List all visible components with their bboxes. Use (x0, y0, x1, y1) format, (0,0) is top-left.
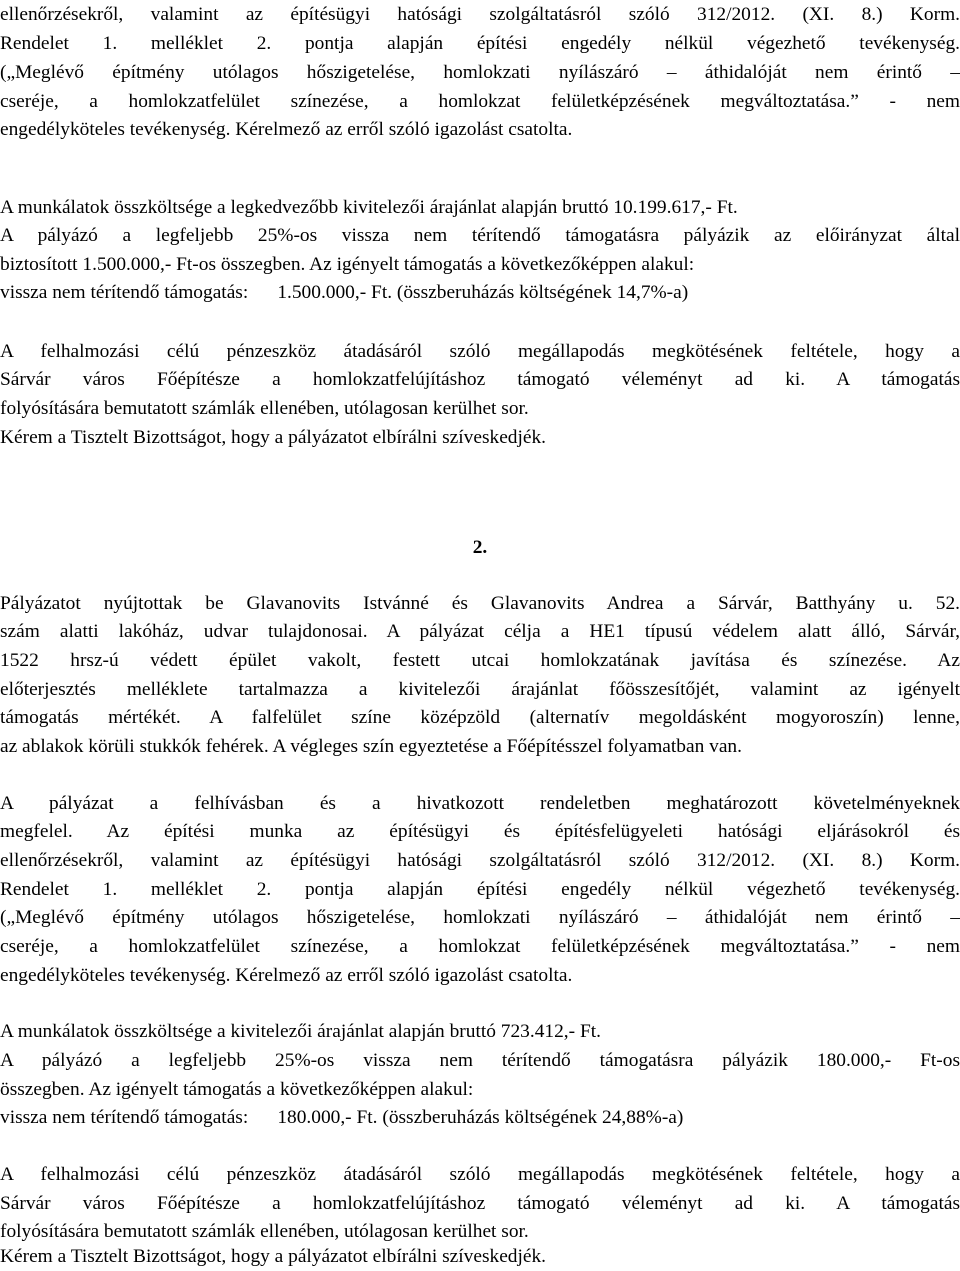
body-text-line: összegben. Az igényelt támogatás a következőképpen alakul: (0, 1079, 474, 1100)
body-text-line: A felhalmozási célú pénzeszköz átadásáról szóló megállapodás megkötésének feltétele, hogy a (0, 1164, 960, 1185)
body-text-line: Pályázatot nyújtottak be Glavanovits Istvánné és Glavanovits Andrea a Sárvár, Batthyány u. 52. (0, 593, 960, 614)
body-text-line: vissza nem térítendő támogatás: 1.500.000,- Ft. (összberuházás költségének 14,7%-a) (0, 282, 689, 303)
body-text-line: cseréje, a homlokzatfelület színezése, a homlokzat felületképzésének megváltoztatása.” - nem (0, 936, 960, 957)
body-text-line: támogatás mértékét. A falfelület színe középzöld (alternatív megoldásként mogyoroszín) lenne, (0, 707, 960, 728)
section-number: 2. (472, 537, 488, 558)
body-text-line: A pályázó a legfeljebb 25%-os vissza nem térítendő támogatásra pályázik 180.000,- Ft-os (0, 1050, 960, 1071)
body-text-line: cseréje, a homlokzatfelület színezése, a homlokzat felületképzésének megváltoztatása.” - nem (0, 91, 960, 112)
body-text-line: vissza nem térítendő támogatás: 180.000,- Ft. (összberuházás költségének 24,88%-a) (0, 1107, 684, 1128)
body-text-line: folyósítására bemutatott számlák ellenében, utólagosan kerülhet sor. (0, 398, 529, 419)
body-text-line: A pályázat a felhívásban és a hivatkozott rendeletben meghatározott követelményeknek (0, 793, 960, 814)
body-text-line: Rendelet 1. melléklet 2. pontja alapján építési engedély nélkül végezhető tevékenység. (0, 33, 960, 54)
body-text-line: Sárvár város Főépítésze a homlokzatfelújításhoz támogató véleményt ad ki. A támogatás (0, 369, 960, 390)
body-text-line: A pályázó a legfeljebb 25%-os vissza nem térítendő támogatásra pályázik az előirányzat által (0, 225, 960, 246)
body-text-line: ellenőrzésekről, valamint az építésügyi hatósági szolgáltatásról szóló 312/2012. (XI. 8.) Korm. (0, 850, 960, 871)
body-text-line: ellenőrzésekről, valamint az építésügyi hatósági szolgáltatásról szóló 312/2012. (XI. 8.) Korm. (0, 4, 960, 25)
body-text-line: Kérem a Tisztelt Bizottságot, hogy a pályázatot elbírálni szíveskedjék. (0, 427, 547, 448)
body-text-line: A munkálatok összköltsége a legkedvezőbb kivitelezői árajánlat alapján bruttó 10.199.617,- Ft. (0, 197, 738, 218)
body-text-line: előterjesztés melléklete tartalmazza a kivitelezői árajánlat főösszesítőjét, valamint az igényelt (0, 679, 960, 700)
body-text-line: engedélyköteles tevékenység. Kérelmező az erről szóló igazolást csatolta. (0, 119, 573, 140)
body-text-line: („Meglévő építmény utólagos hőszigetelése, homlokzati nyílászáró – áthidalóját nem érintő – (0, 62, 960, 83)
body-text-line: az ablakok körüli stukkók fehérek. A végleges szín egyeztetése a Főépítésszel folyamatban van. (0, 736, 742, 757)
body-text-line: 1522 hrsz-ú védett épület vakolt, festett utcai homlokzatának javítása és színezése. Az (0, 650, 960, 671)
body-text-line: A felhalmozási célú pénzeszköz átadásáról szóló megállapodás megkötésének feltétele, hogy a (0, 341, 960, 362)
body-text-line: szám alatti lakóház, udvar tulajdonosai. A pályázat célja a HE1 típusú védelem alatt álló, Sárvár, (0, 621, 960, 642)
body-text-line: („Meglévő építmény utólagos hőszigetelése, homlokzati nyílászáró – áthidalóját nem érintő – (0, 907, 960, 928)
body-text-line: Rendelet 1. melléklet 2. pontja alapján építési engedély nélkül végezhető tevékenység. (0, 879, 960, 900)
body-text-line: engedélyköteles tevékenység. Kérelmező az erről szóló igazolást csatolta. (0, 965, 573, 986)
body-text-line: megfelel. Az építési munka az építésügyi és építésfelügyeleti hatósági eljárásokról és (0, 821, 960, 842)
body-text-line: A munkálatok összköltsége a kivitelezői árajánlat alapján bruttó 723.412,- Ft. (0, 1021, 601, 1042)
body-text-line: Sárvár város Főépítésze a homlokzatfelújításhoz támogató véleményt ad ki. A támogatás (0, 1193, 960, 1214)
body-text-line: biztosított 1.500.000,- Ft-os összegben. Az igényelt támogatás a következőképpen alakul: (0, 254, 695, 275)
body-text-line: folyósítására bemutatott számlák ellenében, utólagosan kerülhet sor. (0, 1221, 529, 1242)
body-text-line: Kérem a Tisztelt Bizottságot, hogy a pályázatot elbírálni szíveskedjék. (0, 1246, 547, 1267)
